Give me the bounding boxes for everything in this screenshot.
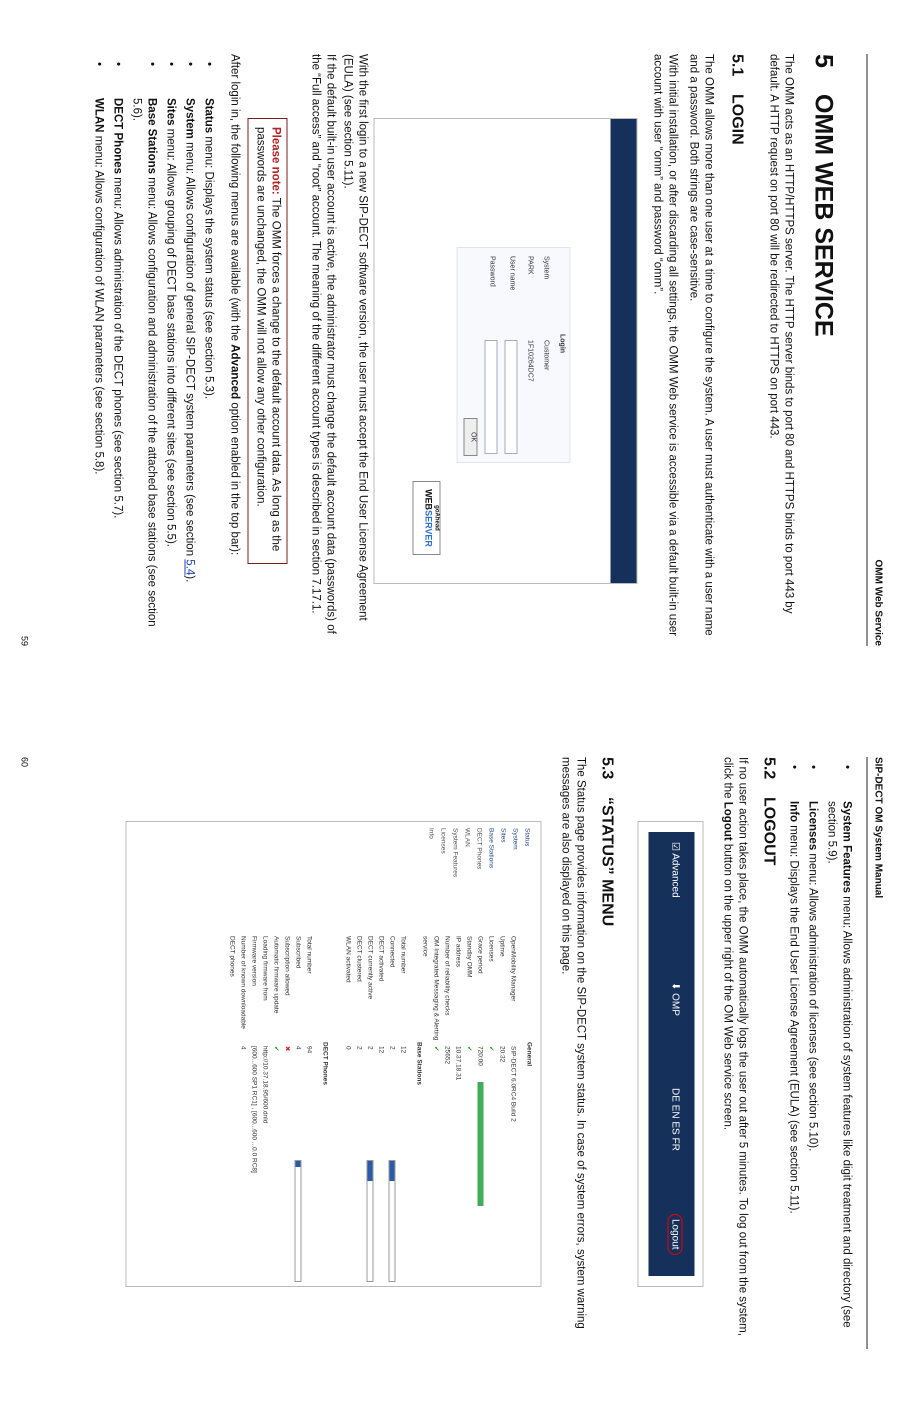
menu-list-60	[781, 757, 853, 1349]
menu-name: Sites	[164, 98, 176, 126]
nav-dect-phones[interactable]: DECT Phones	[475, 828, 482, 870]
default-account-paragraph: If the default built-in user account is active, the administrator must change the default account data (passwords) of the “Full access” and “root” account. The meaning of the different account types is described in section 7.17.1.	[309, 54, 336, 634]
active-bar	[366, 1160, 373, 1282]
phone-key: Automatic firmware update	[272, 936, 279, 1014]
phone-key: Subscribed	[294, 936, 301, 969]
menu-name: Base Stations	[145, 98, 157, 175]
page-60	[0, 703, 901, 1403]
omp-link[interactable]: ⬇ OMP	[669, 982, 680, 1016]
bs-value: 2	[366, 1046, 373, 1050]
phone-value: [600...600 SP1 RC1] , [600...600 ...0.0 RC8]	[250, 1046, 257, 1173]
eula-paragraph: With the first login to a new SIP-DECT software version, the user must accept the End User License Agreement (EULA) (see section 5.11).	[341, 54, 368, 621]
ok-button[interactable]: OK	[463, 418, 477, 456]
system-value: Customer	[542, 340, 549, 371]
nav-base-stations[interactable]: Base Stations	[487, 828, 494, 869]
bs-key: Total number	[399, 936, 406, 974]
general-key: OM Integrated Messaging & Alerting service	[421, 936, 439, 1041]
menu-desc: menu: Allows configuration and administration of the attached base stations (see section 5.6).	[130, 98, 157, 627]
bullet-icon: •	[92, 62, 104, 67]
page-60-sheet	[0, 703, 901, 1403]
general-key: IP address	[454, 936, 461, 967]
phone-key: Number of known downloadable DECT phones	[228, 936, 246, 1029]
section-5-2-heading: 5.2LOGOUT	[760, 757, 777, 866]
note-text: The OMM forces a change to the default account data. As long as the passwords are unchanged, the OMM will not allow any other configuration.	[254, 127, 281, 552]
menu-name: WLAN	[92, 98, 104, 133]
list-item	[785, 757, 800, 1349]
please-note-box	[247, 118, 287, 564]
advanced-word: Advanced	[228, 344, 240, 400]
general-value: 25652	[443, 1046, 450, 1065]
park-label: PARK	[526, 256, 533, 275]
goahead-webserver-logo	[412, 481, 440, 555]
status-paragraph: The Status page provides information on the SIP-DECT system status. In case of system errors, system warning messages are also displayed on this page.	[559, 757, 586, 1329]
bs-key: WLAN activated	[344, 936, 351, 983]
list-item	[162, 54, 177, 646]
list-item	[200, 54, 215, 646]
bullet-icon: •	[111, 62, 123, 67]
logout-screenshot	[637, 821, 703, 1287]
phone-value: 4	[239, 1046, 246, 1050]
nav-licenses[interactable]: Licenses	[439, 828, 446, 854]
phone-key: Firmware version	[250, 936, 257, 986]
list-item	[128, 54, 158, 646]
menu-desc: menu: Displays the End User License Agreement (EULA) (see section 5.11).	[787, 822, 799, 1214]
check-icon: ✔	[432, 1046, 439, 1052]
nav-system[interactable]: System	[511, 828, 518, 850]
page-59-sheet	[0, 0, 901, 700]
list-item	[823, 757, 853, 1349]
page-59	[0, 0, 901, 700]
running-header: SIP-DECT OM System Manual	[866, 757, 883, 1349]
general-value: 20:32	[498, 1046, 505, 1063]
phone-value: 94	[305, 1046, 312, 1054]
nav-sites[interactable]: Sites	[499, 828, 506, 843]
menu-name: System Features	[840, 801, 852, 894]
general-key: OpenMobility Manager	[509, 936, 516, 1002]
phone-key: Total number	[305, 936, 312, 974]
phone-value: http://10.37.18.95/600.dnld	[261, 1046, 268, 1124]
logout-button[interactable]: Logout	[667, 1214, 682, 1255]
status-screenshot	[125, 821, 541, 1287]
menu-desc: menu: Allows administration of licenses (see section 5.10).	[806, 850, 818, 1152]
section-link[interactable]: 5.4	[183, 559, 195, 576]
check-icon: ✔	[487, 1046, 494, 1052]
menu-desc: menu: Allows configuration of general SIP-DECT system parameters (see section	[183, 138, 195, 560]
park-value: 1F10264DC7	[526, 340, 533, 382]
base-stations-title: Base Stations	[415, 1042, 422, 1085]
nav-system-features[interactable]: System Features	[451, 828, 458, 878]
logout-paragraph: If no user action takes place, the OMM automatically logs the user out after 5 minutes. To log out from the system, click the Logout button on the upper right of the OM Web service screen.	[721, 757, 748, 1336]
bullet-icon: •	[145, 62, 157, 67]
page-number: 60	[19, 757, 29, 768]
login-paragraph-1: The OMM allows more than one user at a time to configure the system. A user must authenticate with a user name and a password. Both strings are case-sensitive.	[687, 54, 714, 636]
cross-icon: ✖	[283, 1046, 290, 1052]
bs-value: 12	[399, 1046, 406, 1054]
login-form-title: Login	[558, 334, 565, 354]
system-label: System	[542, 256, 549, 280]
login-form	[456, 247, 570, 463]
dect-phones-title: DECT Phones	[321, 1042, 328, 1085]
bullet-icon: •	[806, 765, 818, 770]
bs-key: DECT activated	[377, 936, 384, 982]
menu-desc: menu: Allows grouping of DECT base stations into different sites (see section 5.5).	[164, 125, 176, 547]
login-paragraph-2: With initial installation, or after discarding all settings, the OMM Web service is accessible via a default built-in user account with user “omm” and password “omm”.	[651, 54, 678, 637]
list-item	[109, 54, 124, 646]
login-screenshot	[373, 118, 637, 584]
bs-key: DECT currently active	[366, 936, 373, 1000]
list-item	[90, 54, 105, 646]
bs-value: 12	[377, 1046, 384, 1054]
password-label: Password	[488, 256, 495, 287]
bs-key: DECT clustered	[355, 936, 362, 982]
bullet-icon: •	[164, 62, 176, 67]
logo-server: SERVER	[423, 510, 433, 547]
base-stations-table	[342, 936, 408, 1053]
menu-desc: menu: Allows administration of system features like digit treatment and directory (see section 5.9).	[825, 801, 852, 1328]
status-nav	[424, 828, 532, 918]
menu-name: DECT Phones	[111, 98, 123, 175]
menu-list-59	[86, 54, 215, 646]
note-label: Please note:	[269, 127, 281, 195]
bs-value: 2	[388, 1046, 395, 1050]
bs-value: 0	[344, 1046, 351, 1050]
menu-name: Status	[202, 98, 214, 134]
top-bar	[648, 832, 694, 1276]
connected-bar	[388, 1160, 395, 1282]
bs-value: 2	[355, 1046, 362, 1050]
logo-top-text: goAhead	[433, 505, 439, 531]
menu-desc: menu: Allows configuration of WLAN parameters (see section 5.8).	[92, 132, 104, 475]
grace-period-bar	[477, 1082, 483, 1206]
password-input[interactable]	[484, 340, 497, 454]
section-5-1-heading: 5.1LOGIN	[728, 54, 745, 145]
general-table	[419, 936, 518, 1206]
bullet-icon: •	[840, 765, 852, 770]
username-label: User name	[508, 256, 515, 291]
menu-desc-tail: ).	[183, 575, 195, 583]
phone-key: Loading firmware from	[261, 936, 268, 1001]
list-item	[181, 54, 196, 646]
nav-info[interactable]: Info	[427, 828, 434, 839]
general-value: 10.37.18.31	[454, 1046, 461, 1081]
login-top-bar	[610, 119, 636, 583]
general-value: 720:00	[476, 1046, 483, 1066]
chapter-intro: The OMM acts as an HTTP/HTTPS server. The HTTP server binds to port 80 and HTTPS binds to port 443 by default. A HTTP request on port 80 will be redirected to HTTPS on port 443.	[767, 54, 794, 614]
phone-value: 4	[294, 1046, 301, 1050]
running-header: OMM Web Service	[866, 54, 883, 646]
bullet-icon: •	[183, 62, 195, 67]
menu-name: Info	[787, 801, 799, 823]
dect-phones-table	[226, 936, 314, 1173]
chapter-title: 5OMM WEB SERVICE	[809, 54, 837, 337]
general-key: Uptime	[498, 936, 505, 957]
check-icon: ✔	[272, 1046, 279, 1052]
general-key: Grace period	[476, 936, 483, 974]
menu-desc: menu: Displays the system status (see section 5.3).	[202, 133, 214, 400]
general-value: SIP-DECT 6.0RC4 Build 2	[509, 1046, 516, 1122]
username-input[interactable]	[504, 340, 517, 454]
logo-wordmark	[423, 482, 433, 554]
nav-status[interactable]: Status	[523, 828, 530, 847]
menu-name: System	[183, 98, 195, 139]
nav-wlan[interactable]: WLAN	[463, 828, 470, 847]
logo-web: WEB	[423, 489, 433, 511]
after-login-paragraph: After login in, the following menus are available (with the Advanced option enabled in the top bar):	[228, 54, 240, 556]
general-key: Licenses	[487, 936, 494, 962]
general-key: Standby OMM	[465, 936, 472, 978]
section-5-3-heading: 5.3“STATUS” MENU	[598, 757, 615, 927]
list-item	[804, 757, 819, 1349]
bullet-icon: •	[202, 62, 214, 67]
subscribed-bar	[294, 1160, 301, 1282]
menu-desc: menu: Allows administration of the DECT phones (see section 5.7).	[111, 174, 123, 519]
general-title: General	[525, 1042, 532, 1067]
check-icon: ✔	[465, 1046, 472, 1052]
general-key: Number of reliability checks	[443, 936, 450, 1016]
menu-name: Licenses	[806, 801, 818, 851]
language-selector[interactable]: DE EN ES FR	[669, 1088, 680, 1151]
phone-key: Subscription allowed	[283, 936, 290, 996]
page-number: 59	[19, 635, 29, 646]
bullet-icon: •	[787, 765, 799, 770]
bs-key: Connected	[388, 936, 395, 968]
advanced-toggle[interactable]: ☑ Advanced	[669, 842, 680, 898]
